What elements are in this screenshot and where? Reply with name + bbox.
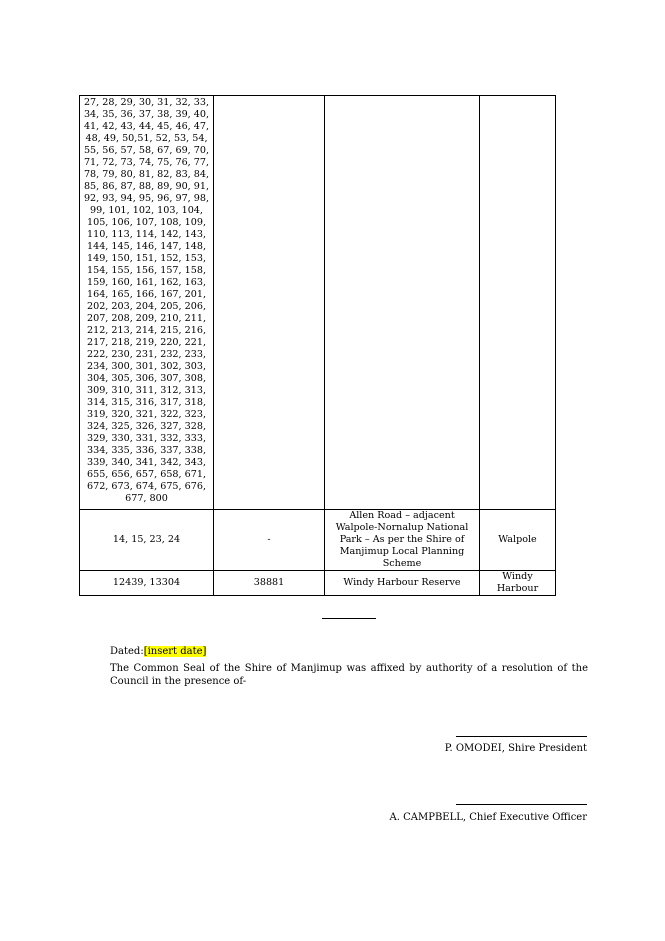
location-cell <box>325 96 480 510</box>
locality-cell <box>480 96 556 510</box>
table-row <box>80 510 556 571</box>
dated-placeholder: [insert date] <box>143 646 207 657</box>
locality-cell: Windy Harbour <box>480 571 556 596</box>
lot-numbers-cell: 27, 28, 29, 30, 31, 32, 33, 34, 35, 36, 37, 38, 39, 40, 41, 42, 43, 44, 45, 46, 47, 48, 49, 50,51, 52, 53, 54, 55, 56, 57, 58, 67, 69, 70, 71, 72, 73, 74, 75, 76, 77, 78, 79, 80, 81, 82, 83, 84, 85, 86, 87, 88, 89, 90, 91, 92, 93, 94, 95, 96, 97, 98, 99, 101, 102, 103, 104, 105, 106, 107, 108, 109, 110, 113, 114, 142, 143, 144, 145, 146, 147, 148, 149, 150, 151, 152, 153, 154, 155, 156, 157, 158, 159, 160, 161, 162, 163, 164, 165, 166, 167, 201, 202, 203, 204, 205, 206, 207, 208, 209, 210, 211, 212, 213, 214, 215, 216, 217, 218, 219, 220, 221, 222, 230, 231, 232, 233, 234, 300, 301, 302, 303, 304, 305, 306, 307, 308, 309, 310, 311, 312, 313, 314, 315, 316, 317, 318, 319, 320, 321, 322, 323, 324, 325, 326, 327, 328, 329, 330, 331, 332, 333, 334, 335, 336, 337, 338, 339, 340, 341, 342, 343, 655, 656, 657, 658, 671, 672, 673, 674, 675, 676, 677, 800 <box>80 96 214 510</box>
table-row <box>80 96 556 510</box>
reserve-cell <box>214 96 325 510</box>
signature-line-president <box>456 736 587 737</box>
signatory-president: P. OMODEI, Shire President <box>444 743 587 754</box>
reserve-cell: 38881 <box>214 571 325 596</box>
signature-line-ceo <box>456 804 587 805</box>
dated-label: Dated: <box>110 646 144 657</box>
reserve-cell: - <box>214 510 325 571</box>
location-cell: Allen Road – adjacent Walpole-Nornalup National Park – As per the Shire of Manjimup Local Planning Scheme <box>325 510 480 571</box>
lots-table <box>79 95 556 596</box>
signatory-ceo: A. CAMPBELL, Chief Executive Officer <box>389 812 587 823</box>
locality-cell: Walpole <box>480 510 556 571</box>
location-cell: Windy Harbour Reserve <box>325 571 480 596</box>
lot-numbers-cell: 14, 15, 23, 24 <box>80 510 214 571</box>
dated-line <box>110 645 206 658</box>
section-divider <box>322 618 376 619</box>
lot-numbers-cell: 12439, 13304 <box>80 571 214 596</box>
table-row <box>80 571 556 596</box>
common-seal-statement: The Common Seal of the Shire of Manjimup was affixed by authority of a resolution of the Council in the presence of- <box>110 663 588 687</box>
